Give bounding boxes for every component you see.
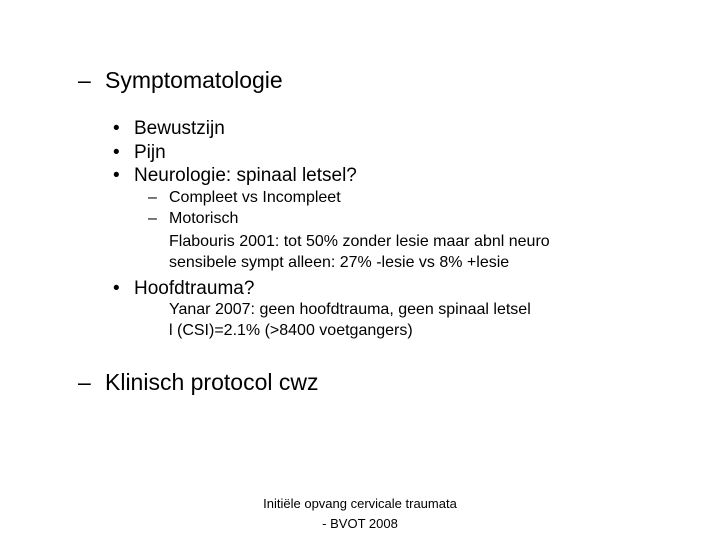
heading-dash: –	[78, 369, 91, 395]
slide-footer	[0, 494, 720, 534]
bullet-mark: •	[113, 165, 120, 186]
footer-subtitle: - BVOT 2008	[322, 516, 398, 531]
bullet-neurologie: Neurologie: spinaal letsel?	[134, 165, 357, 186]
note-yanar-line1: Yanar 2007: geen hoofdtrauma, geen spinaal letsel	[169, 301, 531, 318]
heading-dash: –	[78, 67, 91, 93]
sub-item-motorisch: Motorisch	[169, 210, 239, 227]
note-flabouris-line1: Flabouris 2001: tot 50% zonder lesie maar abnl neuro	[169, 233, 550, 250]
bullet-pijn: Pijn	[134, 142, 166, 163]
note-yanar-line2: l (CSI)=2.1% (>8400 voetgangers)	[169, 322, 413, 339]
sub-dash: –	[148, 210, 157, 227]
bullet-mark: •	[113, 118, 120, 139]
heading-symptomatologie: Symptomatologie	[105, 67, 283, 93]
sub-dash: –	[148, 189, 157, 206]
note-flabouris-line2: sensibele sympt alleen: 27% -lesie vs 8% +lesie	[169, 254, 510, 271]
bullet-mark: •	[113, 278, 120, 299]
sub-item-compleet: Compleet vs Incompleet	[169, 189, 341, 206]
footer-title: Initiële opvang cervicale traumata	[263, 496, 457, 511]
bullet-mark: •	[113, 142, 120, 163]
bullet-hoofdtrauma: Hoofdtrauma?	[134, 278, 255, 299]
bullet-bewustzijn: Bewustzijn	[134, 118, 225, 139]
heading-klinisch-protocol: Klinisch protocol cwz	[105, 369, 319, 395]
